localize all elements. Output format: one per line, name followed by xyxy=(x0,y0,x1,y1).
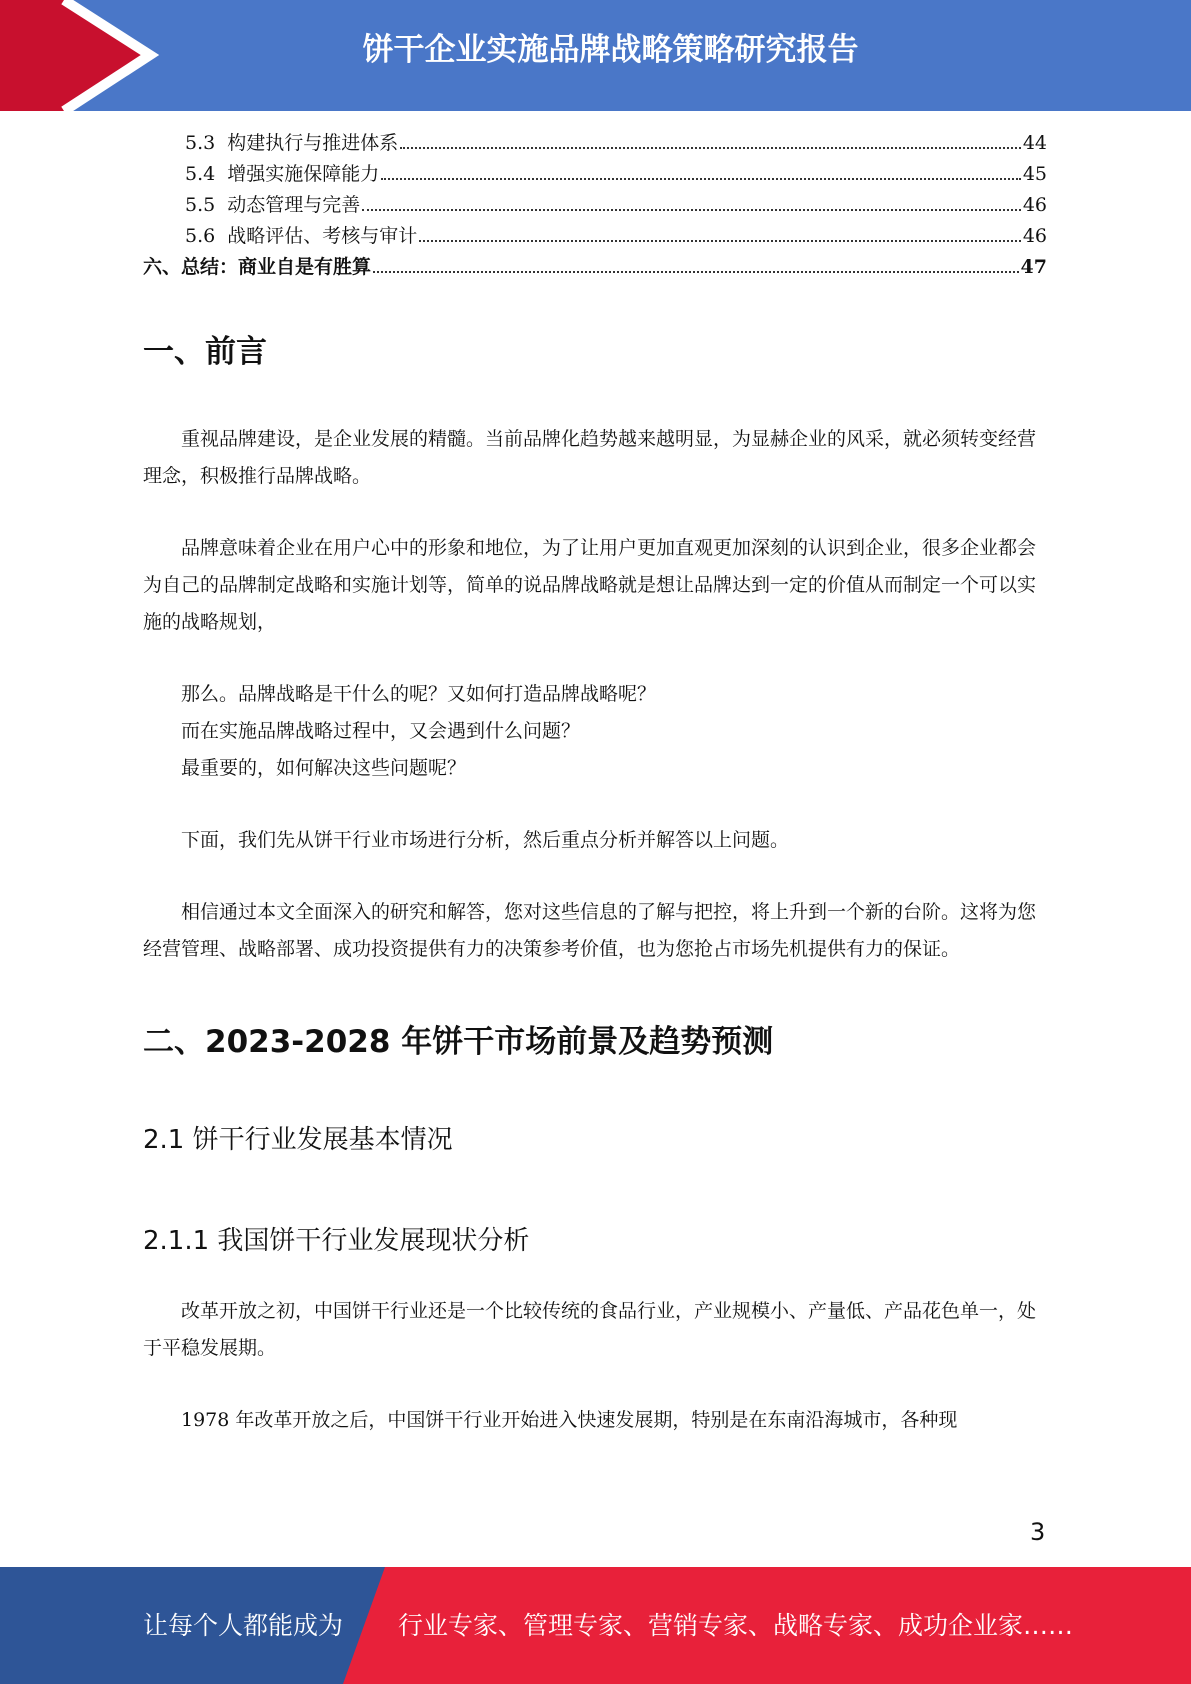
paragraph: 品牌意味着企业在用户心中的形象和地位，为了让用户更加直观更加深刻的认识到企业，很多企业都会为自己的品牌制定战略和实施计划等，简单的说品牌战略就是想让品牌达到一定的价值从而制定一个可以实施的战略规划， xyxy=(143,537,1037,633)
page-header xyxy=(0,0,1191,111)
report-title: 饼干企业实施品牌战略策略研究报告 xyxy=(362,32,859,68)
section-heading: 二、2023-2028 年饼干市场前景及趋势预测 xyxy=(143,1024,774,1060)
question-line: 那么。品牌战略是干什么的呢？又如何打造品牌战略呢？ xyxy=(181,683,657,705)
question-line: 而在实施品牌战略过程中，又会遇到什么问题？ xyxy=(181,720,581,742)
table-of-contents xyxy=(143,128,1047,283)
toc-entry-page: 45 xyxy=(1022,163,1047,185)
toc-entry[interactable] xyxy=(143,159,1047,190)
toc-entry[interactable] xyxy=(143,128,1047,159)
paragraph: 重视品牌建设，是企业发展的精髓。当前品牌化趋势越来越明显，为显赫企业的风采，就必须转变经营理念，积极推行品牌战略。 xyxy=(143,428,1037,487)
toc-entry-page: 47 xyxy=(1020,256,1047,278)
toc-entry-label: 5.6 战略评估、考核与审计 xyxy=(185,225,418,247)
toc-entry-label: 5.3 构建执行与推进体系 xyxy=(185,132,399,154)
footer-slogan-roles: 行业专家、管理专家、营销专家、战略专家、成功企业家…… xyxy=(398,1611,1074,1640)
toc-entry-page: 46 xyxy=(1022,194,1047,216)
subsubsection-heading: 2.1.1 我国饼干行业发展现状分析 xyxy=(143,1226,530,1256)
toc-leader-dots xyxy=(400,146,1021,149)
paragraph: 相信通过本文全面深入的研究和解答，您对这些信息的了解与把控，将上升到一个新的台阶。这将为您经营管理、战略部署、成功投资提供有力的决策参考价值，也为您抢占市场先机提供有力的保证。 xyxy=(143,901,1037,960)
page-footer xyxy=(0,1567,1191,1684)
paragraph: 下面，我们先从饼干行业市场进行分析，然后重点分析并解答以上问题。 xyxy=(181,829,790,851)
toc-entry-label: 5.5 动态管理与完善 xyxy=(185,194,361,216)
footer-slogan-lead: 让每个人都能成为 xyxy=(143,1611,344,1640)
toc-leader-dots xyxy=(419,239,1021,242)
paragraph: 改革开放之初，中国饼干行业还是一个比较传统的食品行业，产业规模小、产量低、产品花色单一，处于平稳发展期。 xyxy=(143,1300,1037,1359)
toc-entry[interactable] xyxy=(143,190,1047,221)
page-number: 3 xyxy=(1030,1518,1046,1546)
toc-entry[interactable] xyxy=(143,252,1047,283)
toc-leader-dots xyxy=(362,208,1021,211)
document-body xyxy=(143,300,1047,1439)
toc-entry-label: 六、总结：商业自是有胜算 xyxy=(143,256,372,278)
toc-leader-dots xyxy=(373,270,1019,273)
section-heading: 一、前言 xyxy=(143,334,267,370)
question-line: 最重要的，如何解决这些问题呢？ xyxy=(181,757,467,779)
toc-entry-label: 5.4 增强实施保障能力 xyxy=(185,163,380,185)
toc-entry-page: 44 xyxy=(1022,132,1047,154)
toc-entry-page: 46 xyxy=(1022,225,1047,247)
toc-leader-dots xyxy=(381,177,1021,180)
toc-entry[interactable] xyxy=(143,221,1047,252)
paragraph: 1978 年改革开放之后，中国饼干行业开始进入快速发展期，特别是在东南沿海城市，各种现 xyxy=(181,1409,958,1431)
subsection-heading: 2.1 饼干行业发展基本情况 xyxy=(143,1125,453,1155)
